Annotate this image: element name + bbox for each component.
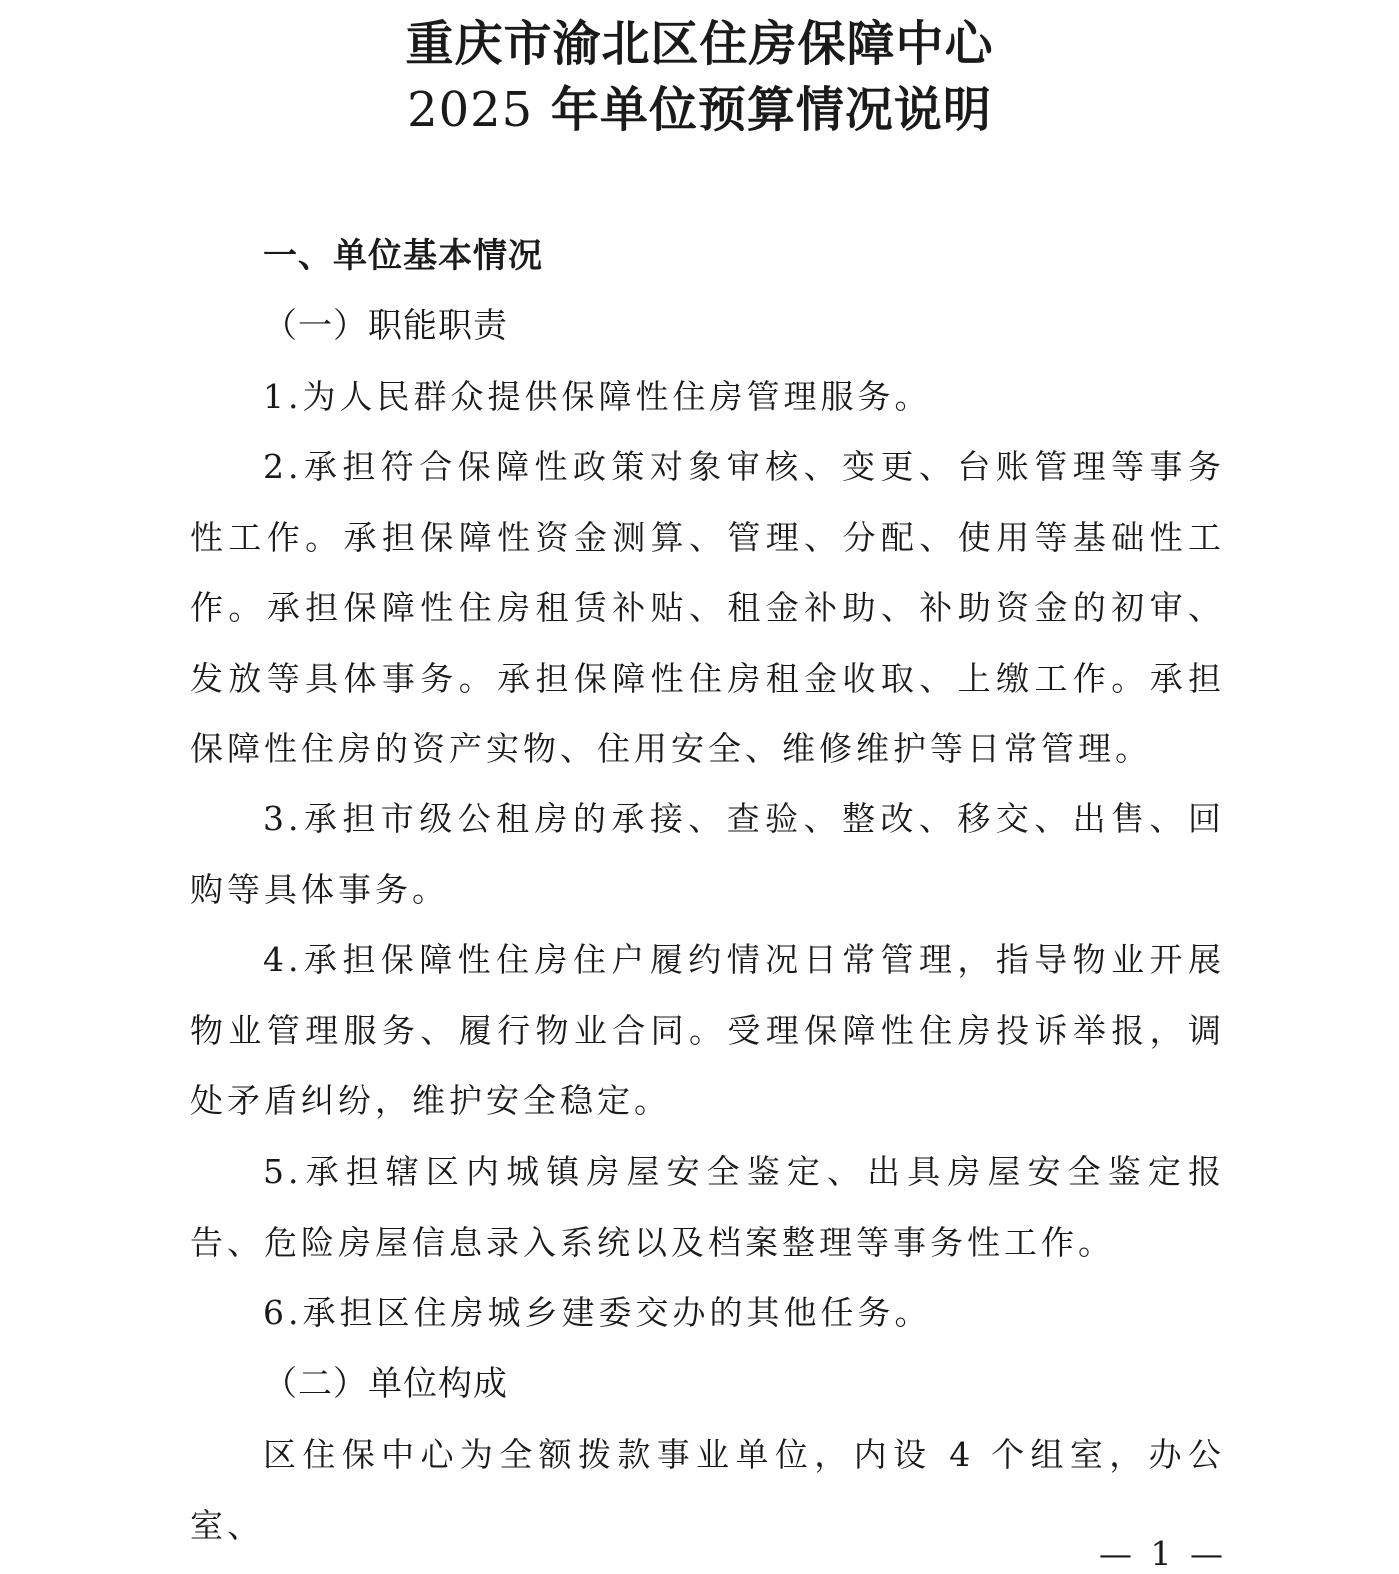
function-item-1: 1.为人民群众提供保障性住房管理服务。 — [263, 377, 932, 416]
function-item-3: 3.承担市级公租房的承接、查验、整改、移交、出售、回购等具体事务。 — [190, 799, 1225, 909]
page-number: — 1 — — [1099, 1534, 1227, 1573]
subsection-heading-functions: （一）职能职责 — [263, 306, 508, 346]
function-item-2: 2.承担符合保障性政策对象审核、变更、台账管理等事务性工作。承担保障性资金测算、管理、分配、使用等基础性工作。承担保障性住房租赁补贴、租金补助、补助资金的初审、发放等具体事务。承担保障性住房租金收取、上缴工作。承担保障性住房的资产实物、住用安全、维修维护等日常管理。 — [190, 447, 1225, 768]
title-year: 2025 — [407, 82, 534, 138]
subsection-heading-composition: （二）单位构成 — [263, 1364, 508, 1404]
section-heading-basic-info: 一、单位基本情况 — [263, 236, 543, 276]
function-item-4: 4.承担保障性住房住户履约情况日常管理，指导物业开展物业管理服务、履行物业合同。受理保障性住房投诉举报，调处矛盾纠纷，维护安全稳定。 — [190, 940, 1225, 1120]
function-item-6: 6.承担区住房城乡建委交办的其他任务。 — [263, 1293, 932, 1332]
document-title-line1: 重庆市渝北区住房保障中心 — [405, 16, 994, 72]
function-item-5: 5.承担辖区内城镇房屋安全鉴定、出具房屋安全鉴定报告、危险房屋信息录入系统以及档案整理等事务性工作。 — [190, 1152, 1225, 1262]
document-title-line2 — [0, 80, 1399, 140]
title-text: 年单位预算情况说明 — [533, 82, 992, 138]
composition-paragraph: 区住保中心为全额拨款事业单位，内设 4 个组室，办公室、 — [190, 1435, 1225, 1545]
